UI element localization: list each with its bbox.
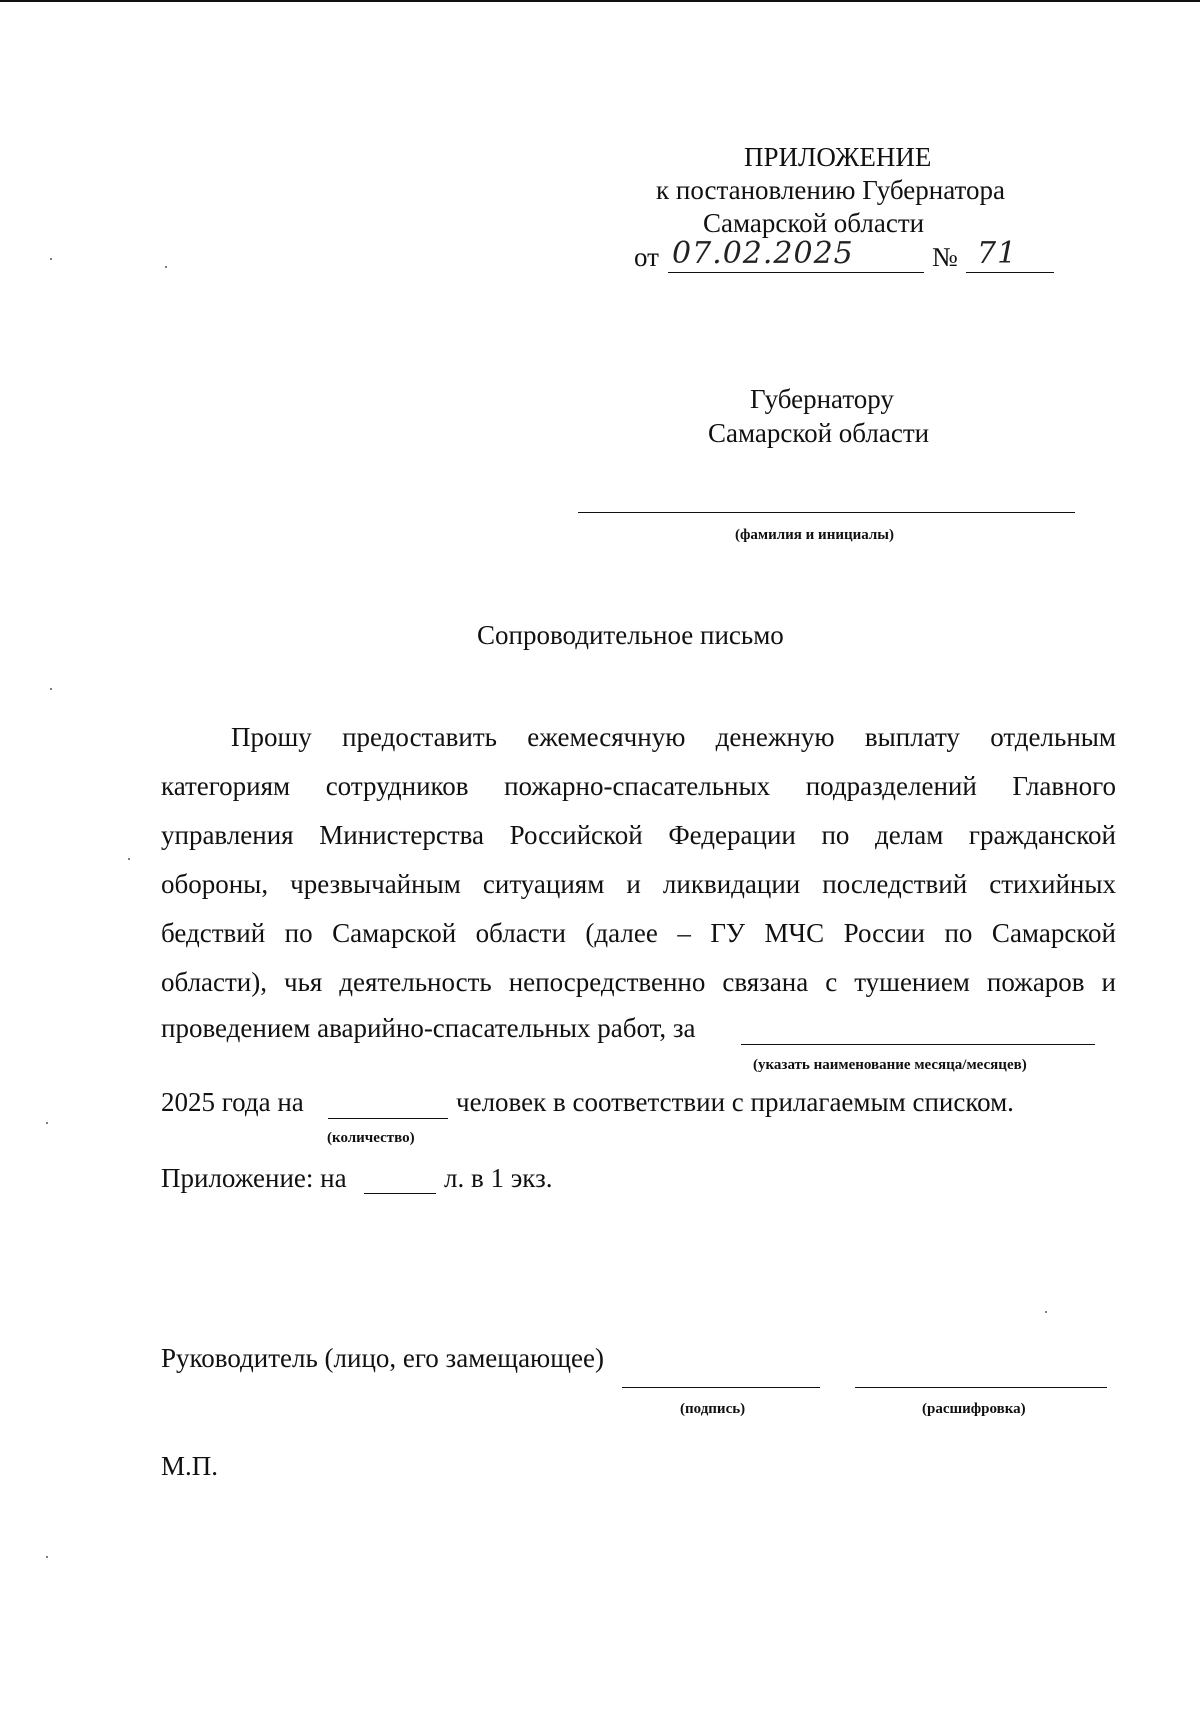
scan-speck: [165, 266, 167, 268]
decode-caption: (расшифровка): [922, 1401, 1026, 1417]
month-caption: (указать наименование месяца/месяцев): [753, 1057, 1027, 1073]
month-blank: [741, 1044, 1095, 1045]
scan-speck: [46, 1122, 48, 1124]
scan-speck: [1045, 1311, 1047, 1313]
body-line-6: области), чья деятельность непосредственно связана с тушением пожаров и: [161, 967, 1116, 997]
number-prefix: №: [932, 242, 958, 272]
stamp-place-mark: М.П.: [161, 1451, 219, 1481]
body-line-7: проведением аварийно-спасательных работ, за: [161, 1013, 696, 1043]
appendix-decree-line: к постановлению Губернатора: [656, 175, 1005, 205]
date-prefix: от: [634, 242, 659, 272]
appendix-title: ПРИЛОЖЕНИЕ: [744, 142, 932, 172]
letter-body: [161, 713, 1116, 1007]
count-caption: (количество): [327, 1130, 415, 1146]
addressee-name-caption: (фамилия и инициалы): [735, 527, 895, 543]
signature-line: [622, 1387, 820, 1388]
attachment-prefix: Приложение: на: [161, 1163, 347, 1193]
letter-title: Сопроводительное письмо: [477, 620, 784, 650]
signature-caption: (подпись): [680, 1401, 746, 1417]
addressee-line-2: Самарской области: [708, 418, 930, 448]
signature-label: Руководитель (лицо, его замещающее): [161, 1343, 604, 1373]
scan-speck: [128, 858, 130, 860]
body-line-4: обороны, чрезвычайным ситуациям и ликвидации последствий стихийных: [161, 869, 1116, 899]
addressee-line-1: Губернатору: [750, 384, 894, 414]
body-line-2: категориям сотрудников пожарно-спасательных подразделений Главного: [161, 771, 1116, 801]
body-line-1: Прошу предоставить ежемесячную денежную выплату отдельным: [231, 722, 1116, 752]
decode-line: [855, 1387, 1107, 1388]
attachment-suffix: л. в 1 экз.: [444, 1163, 553, 1193]
scan-top-border: [0, 0, 1200, 2]
appendix-region-line: Самарской области: [703, 208, 925, 238]
handwritten-date: 07.02.2025: [672, 236, 854, 271]
scan-speck: [50, 258, 52, 260]
people-text: человек в соответствии с прилагаемым списком.: [456, 1087, 1014, 1117]
handwritten-number: 71: [977, 236, 1018, 271]
year-text: 2025 года на: [161, 1087, 304, 1117]
scan-speck: [46, 1556, 48, 1558]
date-underline: [668, 272, 924, 273]
number-underline: [966, 272, 1054, 273]
count-blank: [328, 1118, 448, 1119]
scan-speck: [50, 688, 52, 690]
addressee-name-line: [578, 512, 1075, 513]
body-line-5: бедствий по Самарской области (далее – ГУ МЧС России по Самарской: [161, 918, 1116, 948]
attachment-pages-blank: [364, 1193, 436, 1194]
body-line-3: управления Министерства Российской Федерации по делам гражданской: [161, 820, 1116, 850]
